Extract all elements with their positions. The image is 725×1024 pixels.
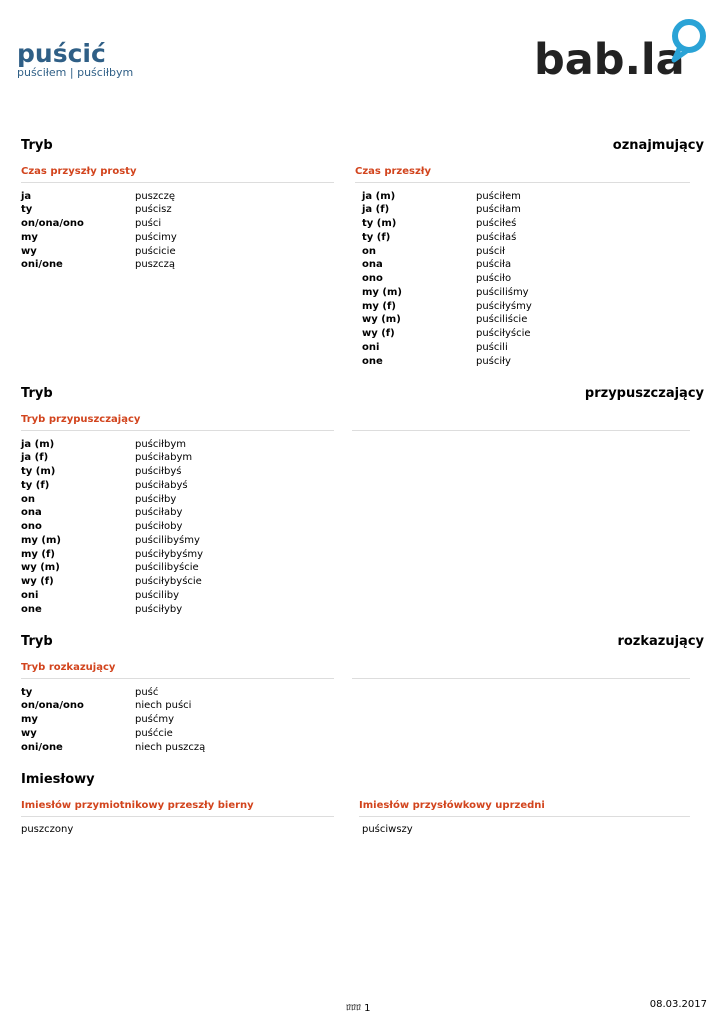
pronoun: ty xyxy=(21,686,33,698)
verb-form: puśćcie xyxy=(135,727,173,739)
table-row xyxy=(21,741,205,755)
pronoun: ona xyxy=(21,507,42,519)
heading-past: Czas przeszły xyxy=(355,166,432,177)
pronoun: on/ona/ono xyxy=(21,700,84,712)
table-row xyxy=(362,190,521,204)
pronoun: wy (f) xyxy=(21,576,54,587)
heading-adverbial-prior-participle: Imiesłów przysłówkowy uprzedni xyxy=(359,800,545,811)
verb-title: puścić xyxy=(17,39,106,68)
speech-bubble-icon xyxy=(674,22,703,60)
verb-form: puszczą xyxy=(135,259,176,271)
verb-form: puściliby xyxy=(135,589,179,601)
pronoun: my (f) xyxy=(21,548,55,560)
pronoun: my (m) xyxy=(362,286,402,298)
verb-form: puścili xyxy=(476,341,508,353)
pronoun: wy (f) xyxy=(362,328,395,339)
pronoun: my xyxy=(21,714,38,725)
pronoun: wy (m) xyxy=(362,314,401,326)
divider xyxy=(21,182,334,183)
table-row xyxy=(21,575,202,589)
print-date: 08.03.2017 xyxy=(649,999,707,1010)
verb-form: niech puszczą xyxy=(135,741,206,753)
pronoun: ja xyxy=(21,190,32,202)
verb-form: puściliśmy xyxy=(476,286,529,298)
table-row xyxy=(21,727,173,741)
pronoun: ty xyxy=(21,204,33,216)
table-row xyxy=(21,217,161,231)
pronoun: on/ona/ono xyxy=(21,218,84,229)
verb-form: puszczę xyxy=(135,190,176,202)
table-row xyxy=(21,548,203,562)
verb-form: puściliście xyxy=(476,314,528,326)
divider xyxy=(359,816,690,817)
pronoun: wy xyxy=(21,245,37,257)
mood-name: oznajmujący xyxy=(612,138,704,153)
pronoun: my xyxy=(21,231,38,243)
logo-wordmark: bab.la xyxy=(534,35,685,80)
verb-form: puściłabyś xyxy=(135,479,188,491)
section-label: Imiesłowy xyxy=(21,772,95,787)
table-row xyxy=(362,341,508,355)
verb-form: puściły xyxy=(476,355,511,367)
table-row xyxy=(21,686,158,700)
section-participles xyxy=(21,772,704,787)
table-row xyxy=(362,300,532,314)
verb-form: puściło xyxy=(476,273,512,284)
table-row xyxy=(21,589,179,603)
heading-passive-past-participle: Imiesłów przymiotnikowy przeszły bierny xyxy=(21,800,254,811)
table-row xyxy=(362,286,529,300)
pronoun: wy xyxy=(21,727,37,739)
verb-form: puść xyxy=(135,686,159,698)
verb-form: puściłyśmy xyxy=(476,300,532,312)
mood-name: rozkazujący xyxy=(617,634,704,649)
divider xyxy=(21,430,334,431)
pronoun: ona xyxy=(362,259,383,271)
pronoun: ja (m) xyxy=(362,190,396,202)
table-row xyxy=(362,313,527,327)
table-row xyxy=(21,493,176,507)
pronoun: one xyxy=(21,603,42,615)
table-row xyxy=(21,231,177,245)
verb-form: puściłby xyxy=(135,493,177,505)
pronoun: one xyxy=(362,355,383,367)
verb-form: puściłybyście xyxy=(135,576,202,587)
pronoun: ty (f) xyxy=(21,479,50,491)
pronoun: on xyxy=(21,493,35,505)
verb-form: puścił xyxy=(476,245,506,257)
pronoun: ty (m) xyxy=(362,218,397,229)
pronoun: oni/one xyxy=(21,741,63,753)
table-row xyxy=(21,479,188,493)
pronoun: my (m) xyxy=(21,534,61,546)
verb-form: puściłam xyxy=(476,204,521,216)
verb-form: puściłem xyxy=(476,190,521,202)
table-row xyxy=(362,258,511,272)
verb-form: puściłaby xyxy=(135,507,183,519)
divider xyxy=(21,816,334,817)
verb-form: puściłoby xyxy=(135,521,183,532)
verb-form: puściłyście xyxy=(476,328,531,339)
verb-form: niech puści xyxy=(135,700,192,712)
pronoun: wy (m) xyxy=(21,562,60,574)
verb-key-forms: puściłem | puściłbym xyxy=(17,66,134,79)
table-row xyxy=(362,355,511,369)
table-row xyxy=(21,438,186,452)
pronoun: ty (f) xyxy=(362,231,391,243)
pronoun: oni xyxy=(21,589,39,601)
heading-future-simple: Czas przyszły prosty xyxy=(21,166,137,177)
section-label: Tryb xyxy=(21,386,53,401)
table-row xyxy=(21,520,182,534)
section-label: Tryb xyxy=(21,634,53,649)
verb-form: puściłeś xyxy=(476,218,517,229)
table-row xyxy=(21,451,192,465)
verb-form: puścilibyście xyxy=(135,562,199,574)
heading-conditional: Tryb przypuszczający xyxy=(21,414,141,425)
pronoun: oni xyxy=(362,341,380,353)
pronoun: ono xyxy=(362,273,383,284)
divider xyxy=(352,430,690,431)
verb-form: puścicie xyxy=(135,245,176,257)
table-row xyxy=(21,713,174,727)
babla-logo xyxy=(534,16,710,80)
verb-form: puściła xyxy=(476,259,512,271)
table-row xyxy=(362,231,516,245)
table-row xyxy=(21,561,199,575)
section-imperative xyxy=(21,634,704,649)
pronoun: oni/one xyxy=(21,259,63,271)
page-number: ﾛﾛﾛ 1 xyxy=(346,1003,371,1014)
verb-form: puścimy xyxy=(135,231,177,243)
verb-form: puściłbym xyxy=(135,438,187,450)
table-row xyxy=(362,203,521,217)
table-row xyxy=(21,203,172,217)
pronoun: ja (f) xyxy=(362,204,390,216)
verb-form: puścilibyśmy xyxy=(135,534,200,546)
verb-form: puścisz xyxy=(135,204,172,216)
table-row xyxy=(21,603,182,617)
table-row xyxy=(21,506,182,520)
divider xyxy=(355,182,690,183)
table-row xyxy=(21,258,175,272)
participle-value: puściwszy xyxy=(362,824,413,835)
table-row xyxy=(362,217,516,231)
table-row xyxy=(21,245,176,259)
pronoun: on xyxy=(362,245,376,257)
pronoun: ja (m) xyxy=(21,438,55,450)
pronoun: ono xyxy=(21,521,42,532)
divider xyxy=(21,678,334,679)
verb-form: puściłyby xyxy=(135,603,183,615)
participle-value: puszczony xyxy=(21,824,74,835)
table-row xyxy=(362,245,505,259)
pronoun: ty (m) xyxy=(21,466,56,477)
table-row xyxy=(21,190,175,204)
table-row xyxy=(362,327,531,341)
pronoun: my (f) xyxy=(362,300,396,312)
table-row xyxy=(21,465,182,479)
verb-form: puśćmy xyxy=(135,714,175,725)
divider xyxy=(352,678,690,679)
section-label: Tryb xyxy=(21,138,53,153)
verb-form: puści xyxy=(135,218,162,229)
verb-form: puściłaś xyxy=(476,231,517,243)
heading-imperative: Tryb rozkazujący xyxy=(21,662,116,673)
verb-form: puściłbyś xyxy=(135,466,182,477)
section-conditional xyxy=(21,386,704,401)
table-row xyxy=(21,534,200,548)
table-row xyxy=(362,272,511,286)
verb-form: puściłabym xyxy=(135,452,193,464)
section-indicative xyxy=(21,138,704,153)
mood-name: przypuszczający xyxy=(584,386,704,401)
table-row xyxy=(21,699,191,713)
pronoun: ja (f) xyxy=(21,452,49,464)
verb-form: puściłybyśmy xyxy=(135,548,204,560)
